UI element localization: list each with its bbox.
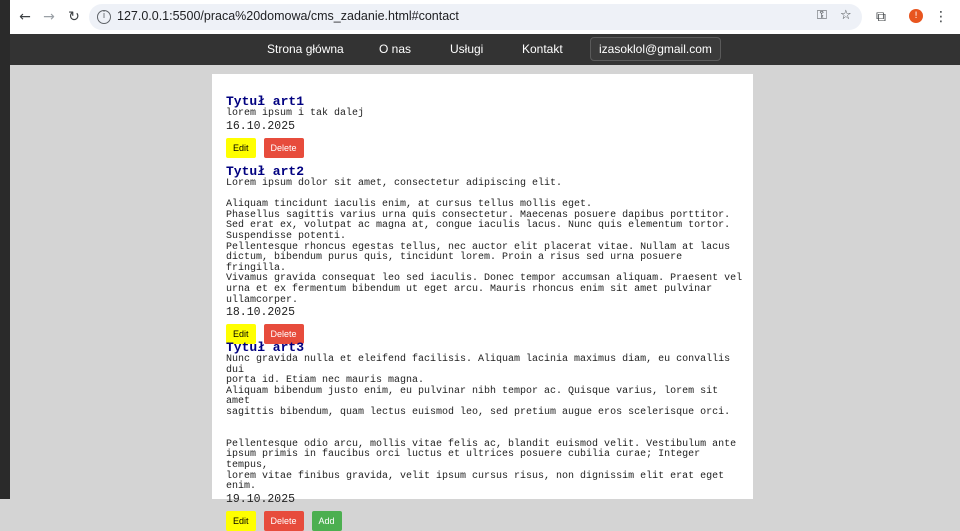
side-panel-strip <box>0 0 10 499</box>
articles-container <box>212 74 753 526</box>
nav-link-contact[interactable]: Kontakt <box>522 42 563 56</box>
address-bar[interactable] <box>89 4 862 30</box>
article-1 <box>226 95 746 158</box>
article-date: 16.10.2025 <box>226 119 296 133</box>
extensions-icon[interactable]: ⧉ <box>876 9 886 25</box>
article-date: 18.10.2025 <box>226 306 296 320</box>
article-body: Nunc gravida nulla et eleifend facilisis. Aliquam lacinia maximus diam, eu convallis dui porta id. Etiam nec mauris magna. Aliquam bibendum justo enim, eu pulvinar nibh tempor ac. Quisque varius, lorem sit amet sagittis bibendum, quam lectus euismod leo, sed pretium augue eros scelerisque orci. Pellentesque odio arcu, mollis vitae felis ac, blandit euismod velit. Vestibulum ante ipsum primis in faucibus orci luctus et ultrices posuere cubilia curae; Integer tempus, lorem vitae finibus gravida, velit ipsum cursus risus, non dignissim elit erat eget enim. <box>226 354 737 493</box>
article-3 <box>226 341 746 531</box>
site-info-icon[interactable]: i <box>97 10 111 24</box>
more-menu-icon[interactable]: ⋮ <box>934 9 948 25</box>
profile-avatar[interactable]: ! <box>909 9 923 23</box>
article-body: Lorem ipsum dolor sit amet, consectetur adipiscing elit. Aliquam tincidunt iaculis enim, at cursus tellus mollis eget. Phasellus sagittis varius urna quis consectetur. Maecenas posuere dapibus porttitor. Sed erat ex, volutpat ac magna at, congue iaculis lacus. Nunc quis elementum tortor. Suspendisse potenti. Pellentesque rhoncus egestas tellus, nec auctor elit placerat vitae. Nullam at lacus dictum, bibendum purus quis, tincidunt lorem. Proin a risus sed urna posuere fringilla. Vivamus gravida consequat leo sed iaculis. Donec tempor accumsan aliquam. Praesent vel urna et ex fermentum bibendum ut eget arcu. Mauris rhoncus enim sit amet pulvinar ullamcorper. <box>226 178 743 306</box>
article-2 <box>226 165 746 344</box>
delete-button[interactable]: Delete <box>264 511 304 531</box>
article-title: Tytuł art3 <box>226 340 305 355</box>
reload-icon[interactable]: ↻ <box>68 9 80 25</box>
article-title: Tytuł art1 <box>226 94 305 109</box>
article-actions <box>226 511 746 531</box>
article-body: lorem ipsum i tak dalej <box>226 108 365 119</box>
article-date: 19.10.2025 <box>226 492 296 506</box>
key-icon[interactable]: ⚿ <box>817 8 827 23</box>
user-email-badge[interactable]: izasoklol@gmail.com <box>590 37 721 61</box>
article-title: Tytuł art2 <box>226 164 305 179</box>
nav-link-services[interactable]: Usługi <box>450 42 484 56</box>
nav-link-about[interactable]: O nas <box>379 42 412 56</box>
site-navigation <box>10 34 960 65</box>
delete-button[interactable]: Delete <box>264 138 304 158</box>
nav-link-home[interactable]: Strona główna <box>267 42 344 56</box>
url-text[interactable]: 127.0.0.1:5500/praca%20domowa/cms_zadanie.html#contact <box>117 9 459 23</box>
article-actions <box>226 138 746 158</box>
edit-button[interactable]: Edit <box>226 511 256 531</box>
browser-toolbar <box>0 0 960 34</box>
forward-icon[interactable]: → <box>43 9 55 25</box>
delete-button[interactable]: Delete <box>264 324 304 344</box>
edit-button[interactable]: Edit <box>226 324 256 344</box>
star-icon[interactable]: ☆ <box>840 8 852 23</box>
edit-button[interactable]: Edit <box>226 138 256 158</box>
back-icon[interactable]: ← <box>19 9 31 25</box>
add-button[interactable]: Add <box>312 511 342 531</box>
